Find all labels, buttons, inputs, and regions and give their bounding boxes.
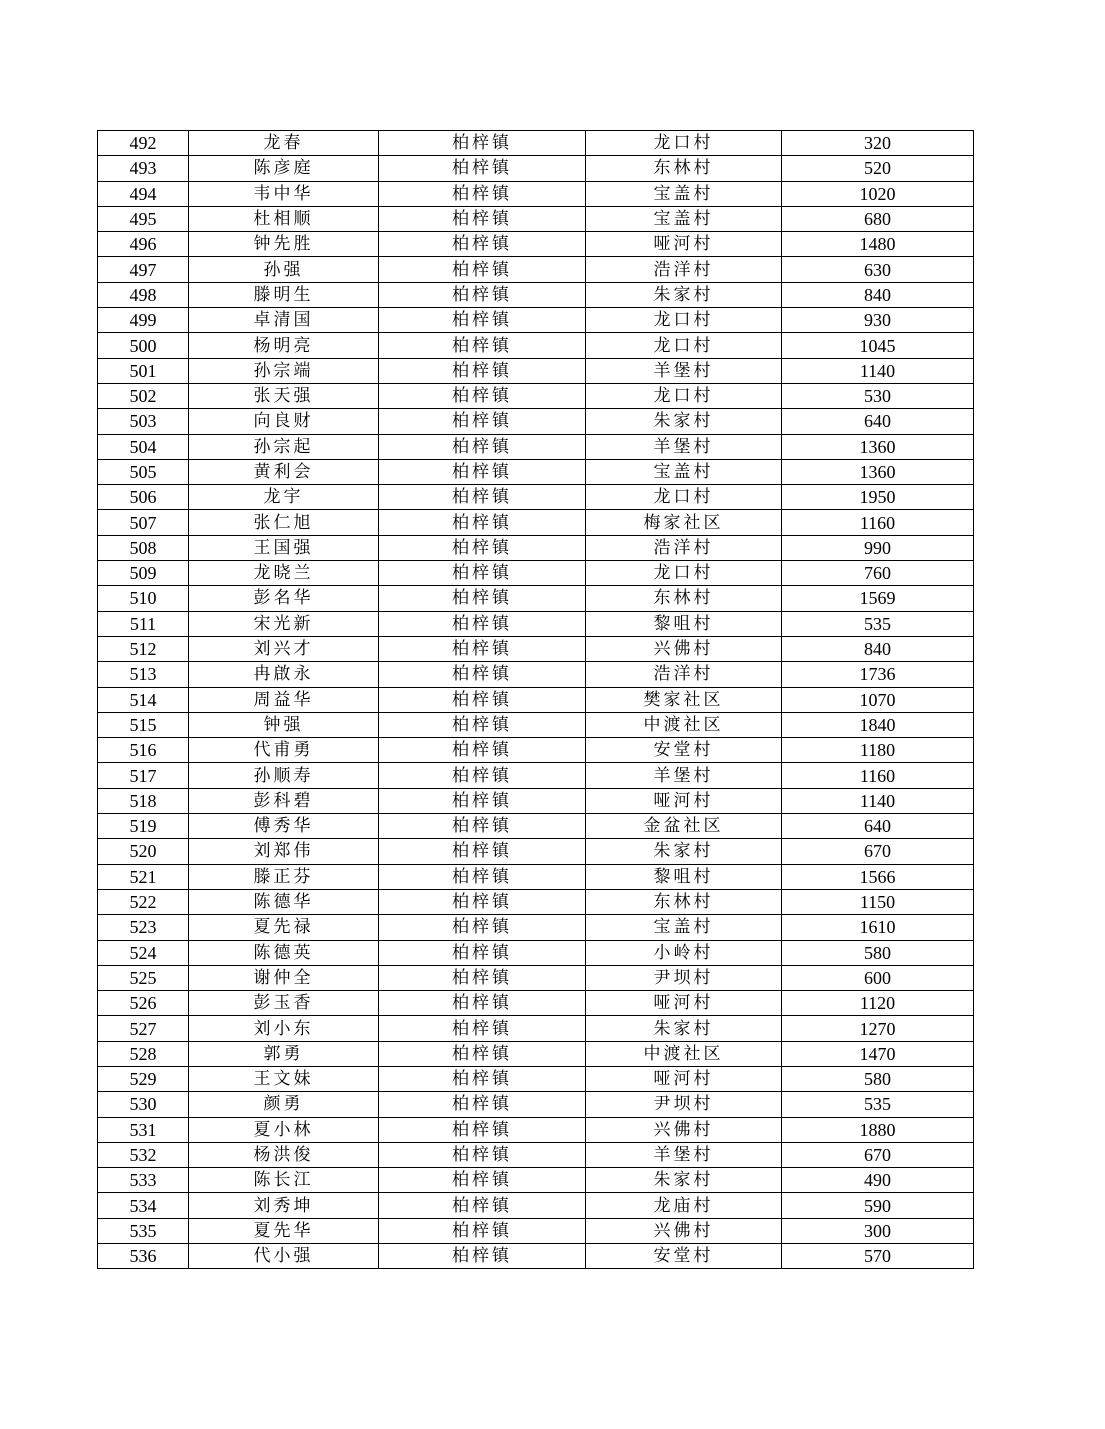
person-name-cell: 张仁旭 [189, 510, 379, 535]
person-name-cell: 钟强 [189, 712, 379, 737]
row-number-cell: 514 [98, 687, 189, 712]
town-cell: 柏梓镇 [379, 991, 586, 1016]
person-name-cell: 刘小东 [189, 1016, 379, 1041]
table-row [98, 459, 974, 484]
row-number-cell: 529 [98, 1066, 189, 1091]
row-number-cell: 501 [98, 358, 189, 383]
village-cell: 羊堡村 [586, 434, 782, 459]
row-number-cell: 523 [98, 915, 189, 940]
town-cell: 柏梓镇 [379, 257, 586, 282]
town-cell: 柏梓镇 [379, 1066, 586, 1091]
table-row [98, 535, 974, 560]
row-number-cell: 532 [98, 1142, 189, 1167]
table-row [98, 510, 974, 535]
town-cell: 柏梓镇 [379, 1244, 586, 1269]
village-cell: 黎咀村 [586, 611, 782, 636]
town-cell: 柏梓镇 [379, 738, 586, 763]
row-number-cell: 502 [98, 383, 189, 408]
table-row [98, 889, 974, 914]
person-name-cell: 陈德华 [189, 889, 379, 914]
town-cell: 柏梓镇 [379, 864, 586, 889]
village-cell: 龙口村 [586, 131, 782, 156]
village-cell: 朱家村 [586, 1168, 782, 1193]
row-number-cell: 520 [98, 839, 189, 864]
amount-cell: 670 [782, 839, 974, 864]
amount-cell: 535 [782, 611, 974, 636]
person-name-cell: 刘秀坤 [189, 1193, 379, 1218]
person-name-cell: 代小强 [189, 1244, 379, 1269]
table-row [98, 1092, 974, 1117]
row-number-cell: 496 [98, 232, 189, 257]
table-row [98, 965, 974, 990]
table-row [98, 839, 974, 864]
person-name-cell: 孙顺寿 [189, 763, 379, 788]
amount-cell: 1020 [782, 181, 974, 206]
village-cell: 龙口村 [586, 308, 782, 333]
town-cell: 柏梓镇 [379, 814, 586, 839]
row-number-cell: 492 [98, 131, 189, 156]
amount-cell: 1180 [782, 738, 974, 763]
table-row [98, 181, 974, 206]
table-row [98, 131, 974, 156]
table-row [98, 561, 974, 586]
person-name-cell: 龙宇 [189, 485, 379, 510]
amount-cell: 320 [782, 131, 974, 156]
table-row [98, 206, 974, 231]
town-cell: 柏梓镇 [379, 1092, 586, 1117]
person-name-cell: 孙强 [189, 257, 379, 282]
amount-cell: 1160 [782, 763, 974, 788]
town-cell: 柏梓镇 [379, 839, 586, 864]
table-row [98, 282, 974, 307]
village-cell: 兴佛村 [586, 1117, 782, 1142]
row-number-cell: 509 [98, 561, 189, 586]
village-cell: 尹坝村 [586, 965, 782, 990]
table-row [98, 611, 974, 636]
person-name-cell: 陈长江 [189, 1168, 379, 1193]
town-cell: 柏梓镇 [379, 383, 586, 408]
town-cell: 柏梓镇 [379, 409, 586, 434]
row-number-cell: 528 [98, 1041, 189, 1066]
row-number-cell: 530 [98, 1092, 189, 1117]
row-number-cell: 527 [98, 1016, 189, 1041]
table-row [98, 434, 974, 459]
row-number-cell: 497 [98, 257, 189, 282]
village-cell: 龙口村 [586, 333, 782, 358]
village-cell: 朱家村 [586, 1016, 782, 1041]
amount-cell: 1140 [782, 358, 974, 383]
person-name-cell: 刘郑伟 [189, 839, 379, 864]
person-name-cell: 夏先禄 [189, 915, 379, 940]
row-number-cell: 507 [98, 510, 189, 535]
person-name-cell: 滕明生 [189, 282, 379, 307]
row-number-cell: 504 [98, 434, 189, 459]
table-row [98, 991, 974, 1016]
table-row [98, 257, 974, 282]
village-cell: 朱家村 [586, 282, 782, 307]
amount-cell: 535 [782, 1092, 974, 1117]
town-cell: 柏梓镇 [379, 1218, 586, 1243]
amount-cell: 990 [782, 535, 974, 560]
person-name-cell: 杜相顺 [189, 206, 379, 231]
amount-cell: 1610 [782, 915, 974, 940]
amount-cell: 1360 [782, 434, 974, 459]
person-name-cell: 杨洪俊 [189, 1142, 379, 1167]
amount-cell: 840 [782, 636, 974, 661]
person-name-cell: 代甫勇 [189, 738, 379, 763]
row-number-cell: 512 [98, 636, 189, 661]
town-cell: 柏梓镇 [379, 333, 586, 358]
town-cell: 柏梓镇 [379, 889, 586, 914]
village-cell: 朱家村 [586, 409, 782, 434]
village-cell: 龙口村 [586, 383, 782, 408]
town-cell: 柏梓镇 [379, 181, 586, 206]
town-cell: 柏梓镇 [379, 586, 586, 611]
row-number-cell: 503 [98, 409, 189, 434]
village-cell: 羊堡村 [586, 763, 782, 788]
row-number-cell: 510 [98, 586, 189, 611]
town-cell: 柏梓镇 [379, 459, 586, 484]
amount-cell: 1270 [782, 1016, 974, 1041]
village-cell: 宝盖村 [586, 459, 782, 484]
row-number-cell: 536 [98, 1244, 189, 1269]
amount-cell: 760 [782, 561, 974, 586]
table-body [98, 131, 974, 1269]
amount-cell: 640 [782, 409, 974, 434]
amount-cell: 930 [782, 308, 974, 333]
town-cell: 柏梓镇 [379, 636, 586, 661]
row-number-cell: 495 [98, 206, 189, 231]
amount-cell: 490 [782, 1168, 974, 1193]
row-number-cell: 522 [98, 889, 189, 914]
amount-cell: 1120 [782, 991, 974, 1016]
town-cell: 柏梓镇 [379, 535, 586, 560]
person-name-cell: 夏小林 [189, 1117, 379, 1142]
town-cell: 柏梓镇 [379, 308, 586, 333]
person-name-cell: 滕正芬 [189, 864, 379, 889]
table-row [98, 1016, 974, 1041]
table-row [98, 485, 974, 510]
village-cell: 浩洋村 [586, 535, 782, 560]
town-cell: 柏梓镇 [379, 434, 586, 459]
row-number-cell: 534 [98, 1193, 189, 1218]
person-name-cell: 张天强 [189, 383, 379, 408]
amount-cell: 1840 [782, 712, 974, 737]
town-cell: 柏梓镇 [379, 1041, 586, 1066]
person-name-cell: 王国强 [189, 535, 379, 560]
table-row [98, 940, 974, 965]
village-cell: 哑河村 [586, 232, 782, 257]
table-row [98, 915, 974, 940]
town-cell: 柏梓镇 [379, 358, 586, 383]
person-name-cell: 郭勇 [189, 1041, 379, 1066]
town-cell: 柏梓镇 [379, 687, 586, 712]
person-name-cell: 向良财 [189, 409, 379, 434]
table-row [98, 232, 974, 257]
table-row [98, 409, 974, 434]
person-name-cell: 钟先胜 [189, 232, 379, 257]
amount-cell: 1360 [782, 459, 974, 484]
person-name-cell: 陈彦庭 [189, 156, 379, 181]
town-cell: 柏梓镇 [379, 940, 586, 965]
village-cell: 哑河村 [586, 991, 782, 1016]
town-cell: 柏梓镇 [379, 1193, 586, 1218]
town-cell: 柏梓镇 [379, 662, 586, 687]
row-number-cell: 516 [98, 738, 189, 763]
town-cell: 柏梓镇 [379, 915, 586, 940]
person-name-cell: 龙春 [189, 131, 379, 156]
town-cell: 柏梓镇 [379, 1016, 586, 1041]
amount-cell: 1045 [782, 333, 974, 358]
village-cell: 东林村 [586, 156, 782, 181]
table-row [98, 1117, 974, 1142]
town-cell: 柏梓镇 [379, 763, 586, 788]
amount-cell: 600 [782, 965, 974, 990]
table-row [98, 788, 974, 813]
village-cell: 龙庙村 [586, 1193, 782, 1218]
table-row [98, 636, 974, 661]
table-row [98, 1142, 974, 1167]
table-row [98, 864, 974, 889]
row-number-cell: 508 [98, 535, 189, 560]
person-name-cell: 宋光新 [189, 611, 379, 636]
row-number-cell: 519 [98, 814, 189, 839]
amount-cell: 580 [782, 1066, 974, 1091]
person-name-cell: 龙晓兰 [189, 561, 379, 586]
amount-cell: 670 [782, 1142, 974, 1167]
row-number-cell: 533 [98, 1168, 189, 1193]
village-cell: 樊家社区 [586, 687, 782, 712]
village-cell: 龙口村 [586, 561, 782, 586]
person-name-cell: 谢仲全 [189, 965, 379, 990]
person-name-cell: 王文妹 [189, 1066, 379, 1091]
row-number-cell: 515 [98, 712, 189, 737]
table-row [98, 1041, 974, 1066]
town-cell: 柏梓镇 [379, 611, 586, 636]
row-number-cell: 526 [98, 991, 189, 1016]
row-number-cell: 517 [98, 763, 189, 788]
amount-cell: 1736 [782, 662, 974, 687]
table-row [98, 738, 974, 763]
town-cell: 柏梓镇 [379, 712, 586, 737]
table-row [98, 814, 974, 839]
amount-cell: 530 [782, 383, 974, 408]
table-row [98, 333, 974, 358]
person-name-cell: 夏先华 [189, 1218, 379, 1243]
row-number-cell: 499 [98, 308, 189, 333]
row-number-cell: 494 [98, 181, 189, 206]
village-cell: 尹坝村 [586, 1092, 782, 1117]
village-cell: 宝盖村 [586, 181, 782, 206]
town-cell: 柏梓镇 [379, 206, 586, 231]
town-cell: 柏梓镇 [379, 282, 586, 307]
town-cell: 柏梓镇 [379, 561, 586, 586]
town-cell: 柏梓镇 [379, 1117, 586, 1142]
person-name-cell: 傅秀华 [189, 814, 379, 839]
table-row [98, 156, 974, 181]
amount-cell: 520 [782, 156, 974, 181]
village-cell: 东林村 [586, 889, 782, 914]
table-row [98, 586, 974, 611]
subsidy-table [97, 130, 974, 1269]
village-cell: 羊堡村 [586, 1142, 782, 1167]
table-row [98, 1066, 974, 1091]
village-cell: 黎咀村 [586, 864, 782, 889]
table-row [98, 358, 974, 383]
village-cell: 安堂村 [586, 738, 782, 763]
amount-cell: 680 [782, 206, 974, 231]
town-cell: 柏梓镇 [379, 510, 586, 535]
village-cell: 东林村 [586, 586, 782, 611]
village-cell: 兴佛村 [586, 1218, 782, 1243]
village-cell: 哑河村 [586, 1066, 782, 1091]
town-cell: 柏梓镇 [379, 485, 586, 510]
village-cell: 中渡社区 [586, 712, 782, 737]
town-cell: 柏梓镇 [379, 156, 586, 181]
row-number-cell: 521 [98, 864, 189, 889]
village-cell: 龙口村 [586, 485, 782, 510]
town-cell: 柏梓镇 [379, 788, 586, 813]
table-row [98, 687, 974, 712]
person-name-cell: 冉啟永 [189, 662, 379, 687]
person-name-cell: 孙宗端 [189, 358, 379, 383]
person-name-cell: 彭玉香 [189, 991, 379, 1016]
village-cell: 金盆社区 [586, 814, 782, 839]
amount-cell: 1150 [782, 889, 974, 914]
table-row [98, 308, 974, 333]
village-cell: 中渡社区 [586, 1041, 782, 1066]
person-name-cell: 卓清国 [189, 308, 379, 333]
village-cell: 浩洋村 [586, 662, 782, 687]
town-cell: 柏梓镇 [379, 131, 586, 156]
row-number-cell: 531 [98, 1117, 189, 1142]
amount-cell: 1140 [782, 788, 974, 813]
person-name-cell: 周益华 [189, 687, 379, 712]
village-cell: 兴佛村 [586, 636, 782, 661]
amount-cell: 640 [782, 814, 974, 839]
amount-cell: 570 [782, 1244, 974, 1269]
row-number-cell: 511 [98, 611, 189, 636]
amount-cell: 300 [782, 1218, 974, 1243]
row-number-cell: 524 [98, 940, 189, 965]
village-cell: 朱家村 [586, 839, 782, 864]
village-cell: 浩洋村 [586, 257, 782, 282]
amount-cell: 1566 [782, 864, 974, 889]
row-number-cell: 500 [98, 333, 189, 358]
row-number-cell: 518 [98, 788, 189, 813]
row-number-cell: 506 [98, 485, 189, 510]
person-name-cell: 彭名华 [189, 586, 379, 611]
amount-cell: 1070 [782, 687, 974, 712]
row-number-cell: 498 [98, 282, 189, 307]
amount-cell: 1569 [782, 586, 974, 611]
table-row [98, 712, 974, 737]
person-name-cell: 杨明亮 [189, 333, 379, 358]
row-number-cell: 525 [98, 965, 189, 990]
person-name-cell: 韦中华 [189, 181, 379, 206]
village-cell: 哑河村 [586, 788, 782, 813]
person-name-cell: 陈德英 [189, 940, 379, 965]
amount-cell: 1470 [782, 1041, 974, 1066]
row-number-cell: 505 [98, 459, 189, 484]
amount-cell: 630 [782, 257, 974, 282]
village-cell: 梅家社区 [586, 510, 782, 535]
village-cell: 安堂村 [586, 1244, 782, 1269]
amount-cell: 580 [782, 940, 974, 965]
person-name-cell: 颜勇 [189, 1092, 379, 1117]
town-cell: 柏梓镇 [379, 1168, 586, 1193]
village-cell: 小岭村 [586, 940, 782, 965]
table-row [98, 763, 974, 788]
town-cell: 柏梓镇 [379, 1142, 586, 1167]
amount-cell: 1160 [782, 510, 974, 535]
village-cell: 宝盖村 [586, 206, 782, 231]
person-name-cell: 孙宗起 [189, 434, 379, 459]
village-cell: 羊堡村 [586, 358, 782, 383]
town-cell: 柏梓镇 [379, 232, 586, 257]
table-row [98, 1218, 974, 1243]
amount-cell: 1480 [782, 232, 974, 257]
person-name-cell: 刘兴才 [189, 636, 379, 661]
row-number-cell: 513 [98, 662, 189, 687]
table-row [98, 662, 974, 687]
table-row [98, 1168, 974, 1193]
village-cell: 宝盖村 [586, 915, 782, 940]
town-cell: 柏梓镇 [379, 965, 586, 990]
amount-cell: 840 [782, 282, 974, 307]
person-name-cell: 黄利会 [189, 459, 379, 484]
table-row [98, 1193, 974, 1218]
amount-cell: 1880 [782, 1117, 974, 1142]
table-row [98, 1244, 974, 1269]
row-number-cell: 493 [98, 156, 189, 181]
table-row [98, 383, 974, 408]
amount-cell: 1950 [782, 485, 974, 510]
person-name-cell: 彭科碧 [189, 788, 379, 813]
amount-cell: 590 [782, 1193, 974, 1218]
row-number-cell: 535 [98, 1218, 189, 1243]
